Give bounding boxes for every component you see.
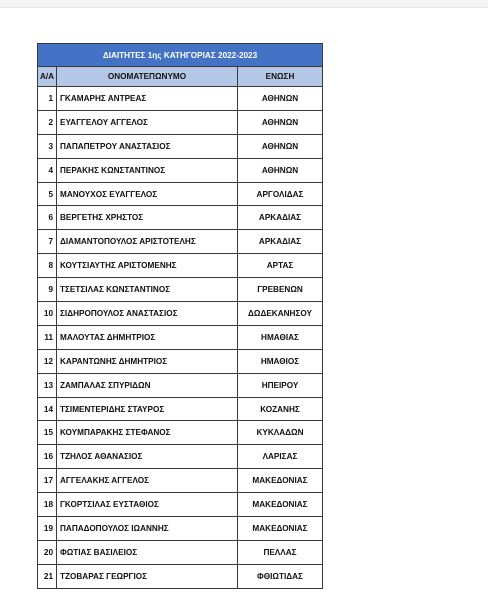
referee-name: ΜΑΝΟΥΧΟΣ ΕΥΑΓΓΕΛΟΣ bbox=[57, 182, 238, 206]
referee-name: ΕΥΑΓΓΕΛΟΥ ΑΓΓΕΛΟΣ bbox=[57, 110, 238, 134]
referee-name: ΠΕΡΑΚΗΣ ΚΩΝΣΤΑΝΤΙΝΟΣ bbox=[57, 158, 238, 182]
row-number: 14 bbox=[38, 397, 57, 421]
row-number: 3 bbox=[38, 134, 57, 158]
table-body bbox=[38, 87, 323, 589]
table-row bbox=[38, 87, 323, 111]
table-row bbox=[38, 230, 323, 254]
referee-name: ΜΑΛΟΥΤΑΣ ΔΗΜΗΤΡΙΟΣ bbox=[57, 325, 238, 349]
table-row bbox=[38, 302, 323, 326]
table-row bbox=[38, 206, 323, 230]
table-row bbox=[38, 445, 323, 469]
row-number: 15 bbox=[38, 421, 57, 445]
referee-union: ΗΠΕΙΡΟΥ bbox=[238, 373, 323, 397]
viewer-top-bar bbox=[0, 0, 488, 8]
referee-name: ΑΓΓΕΛΑΚΗΣ ΑΓΓΕΛΟΣ bbox=[57, 469, 238, 493]
row-number: 7 bbox=[38, 230, 57, 254]
row-number: 21 bbox=[38, 564, 57, 588]
table-row bbox=[38, 182, 323, 206]
referees-table bbox=[37, 43, 323, 589]
referee-name: ΓΚΟΡΤΣΙΛΑΣ ΕΥΣΤΑΘΙΟΣ bbox=[57, 493, 238, 517]
referee-name: ΠΑΠΑΔΟΠΟΥΛΟΣ ΙΩΑΝΝΗΣ bbox=[57, 517, 238, 541]
row-number: 6 bbox=[38, 206, 57, 230]
referee-name: ΤΖΟΒΑΡΑΣ ΓΕΩΡΓΙΟΣ bbox=[57, 564, 238, 588]
table-row bbox=[38, 110, 323, 134]
row-number: 5 bbox=[38, 182, 57, 206]
referee-name: ΖΑΜΠΑΛΑΣ ΣΠΥΡΙΔΩΝ bbox=[57, 373, 238, 397]
referee-union: ΑΡΚΑΔΙΑΣ bbox=[238, 230, 323, 254]
table-row bbox=[38, 397, 323, 421]
row-number: 8 bbox=[38, 254, 57, 278]
table-row bbox=[38, 469, 323, 493]
referee-union: ΚΟΖΑΝΗΣ bbox=[238, 397, 323, 421]
referee-name: ΚΟΥΤΣΙΑΥΤΗΣ ΑΡΙΣΤΟΜΕΝΗΣ bbox=[57, 254, 238, 278]
referee-name: ΤΣΙΜΕΝΤΕΡΙΔΗΣ ΣΤΑΥΡΟΣ bbox=[57, 397, 238, 421]
row-number: 16 bbox=[38, 445, 57, 469]
row-number: 13 bbox=[38, 373, 57, 397]
referee-union: ΑΘΗΝΩΝ bbox=[238, 158, 323, 182]
table-row bbox=[38, 540, 323, 564]
referee-union: ΓΡΕΒΕΝΩΝ bbox=[238, 278, 323, 302]
row-number: 19 bbox=[38, 517, 57, 541]
row-number: 20 bbox=[38, 540, 57, 564]
row-number: 12 bbox=[38, 349, 57, 373]
table-row bbox=[38, 421, 323, 445]
referee-union: ΑΘΗΝΩΝ bbox=[238, 110, 323, 134]
referee-union: ΦΘΙΩΤΙΔΑΣ bbox=[238, 564, 323, 588]
table-row bbox=[38, 158, 323, 182]
table-row bbox=[38, 564, 323, 588]
referee-name: ΤΣΕΤΣΙΛΑΣ ΚΩΝΣΤΑΝΤΙΝΟΣ bbox=[57, 278, 238, 302]
table-row bbox=[38, 134, 323, 158]
referee-union: ΜΑΚΕΔΟΝΙΑΣ bbox=[238, 469, 323, 493]
row-number: 18 bbox=[38, 493, 57, 517]
referee-name: ΦΩΤΙΑΣ ΒΑΣΙΛΕΙΟΣ bbox=[57, 540, 238, 564]
referee-union: ΠΕΛΛΑΣ bbox=[238, 540, 323, 564]
column-header-name: ΟΝΟΜΑΤΕΠΩΝΥΜΟ bbox=[57, 67, 238, 87]
referee-union: ΜΑΚΕΔΟΝΙΑΣ bbox=[238, 493, 323, 517]
table-row bbox=[38, 278, 323, 302]
referee-name: ΒΕΡΓΕΤΗΣ ΧΡΗΣΤΟΣ bbox=[57, 206, 238, 230]
table-title-row bbox=[38, 44, 323, 67]
row-number: 10 bbox=[38, 302, 57, 326]
referee-union: ΔΩΔΕΚΑΝΗΣΟΥ bbox=[238, 302, 323, 326]
referee-name: ΣΙΔΗΡΟΠΟΥΛΟΣ ΑΝΑΣΤΑΣΙΟΣ bbox=[57, 302, 238, 326]
referee-union: ΜΑΚΕΔΟΝΙΑΣ bbox=[238, 517, 323, 541]
referee-name: ΔΙΑΜΑΝΤΟΠΟΥΛΟΣ ΑΡΙΣΤΟΤΕΛΗΣ bbox=[57, 230, 238, 254]
referee-union: ΚΥΚΛΑΔΩΝ bbox=[238, 421, 323, 445]
referee-name: ΚΑΡΑΝΤΩΝΗΣ ΔΗΜΗΤΡΙΟΣ bbox=[57, 349, 238, 373]
referee-union: ΑΡΤΑΣ bbox=[238, 254, 323, 278]
referee-union: ΑΘΗΝΩΝ bbox=[238, 134, 323, 158]
row-number: 11 bbox=[38, 325, 57, 349]
table-title: ΔΙΑΙΤΗΤΕΣ 1ης ΚΑΤΗΓΟΡΙΑΣ 2022-2023 bbox=[38, 44, 323, 67]
referee-union: ΑΡΚΑΔΙΑΣ bbox=[238, 206, 323, 230]
column-header-union: ΕΝΩΣΗ bbox=[238, 67, 323, 87]
table-row bbox=[38, 325, 323, 349]
referee-union: ΑΡΓΟΛΙΔΑΣ bbox=[238, 182, 323, 206]
table-row bbox=[38, 373, 323, 397]
row-number: 2 bbox=[38, 110, 57, 134]
table-header-row bbox=[38, 67, 323, 87]
row-number: 4 bbox=[38, 158, 57, 182]
row-number: 17 bbox=[38, 469, 57, 493]
referee-name: ΓΚΑΜΑΡΗΣ ΑΝΤΡΕΑΣ bbox=[57, 87, 238, 111]
referee-union: ΛΑΡΙΣΑΣ bbox=[238, 445, 323, 469]
referee-union: ΗΜΑΘΙΟΣ bbox=[238, 349, 323, 373]
row-number: 1 bbox=[38, 87, 57, 111]
table-row bbox=[38, 493, 323, 517]
referee-union: ΗΜΑΘΙΑΣ bbox=[238, 325, 323, 349]
referee-name: ΚΟΥΜΠΑΡΑΚΗΣ ΣΤΕΦΑΝΟΣ bbox=[57, 421, 238, 445]
referee-name: ΤΖΗΛΟΣ ΑΘΑΝΑΣΙΟΣ bbox=[57, 445, 238, 469]
referee-union: ΑΘΗΝΩΝ bbox=[238, 87, 323, 111]
referee-name: ΠΑΠΑΠΕΤΡΟΥ ΑΝΑΣΤΑΣΙΟΣ bbox=[57, 134, 238, 158]
row-number: 9 bbox=[38, 278, 57, 302]
table-row bbox=[38, 517, 323, 541]
table-row bbox=[38, 254, 323, 278]
table-row bbox=[38, 349, 323, 373]
column-header-number: Α/Α bbox=[38, 67, 57, 87]
